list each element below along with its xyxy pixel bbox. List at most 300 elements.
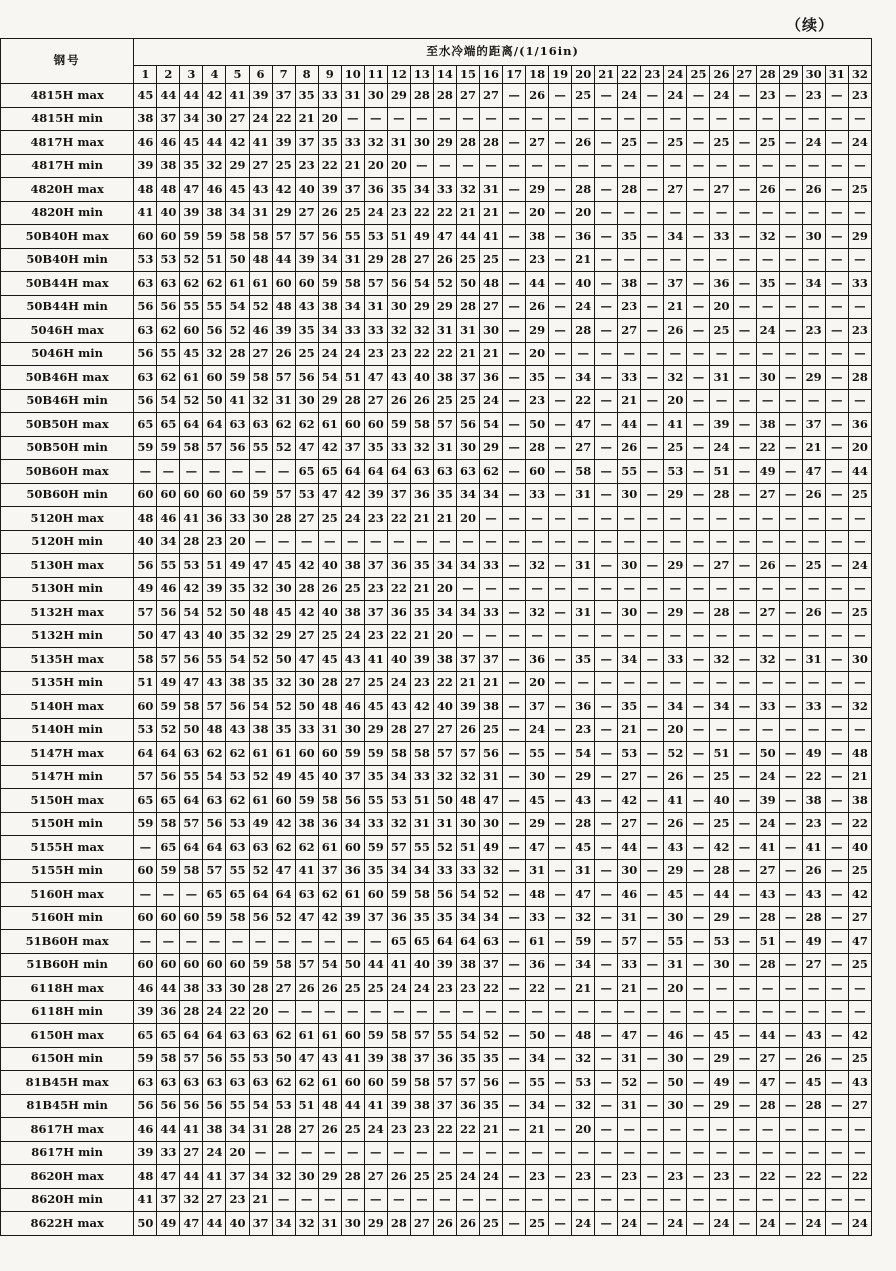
hardness-value-cell: — — [710, 530, 733, 554]
hardness-value-cell: — — [226, 460, 249, 484]
hardness-value-cell: 53 — [249, 1047, 272, 1071]
hardness-value-cell: 36 — [526, 953, 549, 977]
hardness-value-cell: 65 — [157, 413, 180, 437]
hardness-value-cell: 56 — [134, 342, 157, 366]
hardness-value-cell: 57 — [272, 366, 295, 390]
hardness-value-cell: — — [549, 554, 572, 578]
table-row — [1, 107, 872, 131]
hardness-value-cell: — — [710, 154, 733, 178]
hardness-value-cell: 56 — [157, 601, 180, 625]
hardness-value-cell: — — [595, 84, 618, 108]
hardness-value-cell: 58 — [249, 225, 272, 249]
hardness-value-cell: — — [733, 1118, 756, 1142]
hardness-value-cell: — — [341, 107, 364, 131]
hardness-value-cell: 28 — [618, 178, 641, 202]
hardness-value-cell: — — [272, 1000, 295, 1024]
hardness-value-cell: — — [549, 765, 572, 789]
table-row — [1, 671, 872, 695]
column-number: 23 — [641, 66, 664, 84]
hardness-value-cell: — — [618, 507, 641, 531]
hardness-value-cell: 57 — [364, 272, 387, 296]
hardness-value-cell: — — [410, 1188, 433, 1212]
steel-grade-cell: 5155H max — [1, 836, 134, 860]
table-row — [1, 366, 872, 390]
hardness-value-cell: 25 — [802, 554, 825, 578]
hardness-value-cell: 30 — [387, 295, 410, 319]
hardness-value-cell: 22 — [456, 1118, 479, 1142]
column-number: 10 — [341, 66, 364, 84]
hardness-value-cell: 62 — [295, 1071, 318, 1095]
hardness-value-cell: — — [595, 577, 618, 601]
hardness-value-cell: — — [318, 530, 341, 554]
hardness-value-cell: 56 — [134, 1094, 157, 1118]
hardness-value-cell: 47 — [572, 413, 595, 437]
hardness-value-cell: 33 — [618, 366, 641, 390]
hardness-value-cell: 36 — [387, 906, 410, 930]
hardness-value-cell: 55 — [203, 295, 226, 319]
hardness-value-cell: — — [641, 389, 664, 413]
hardenability-table — [0, 38, 872, 1236]
hardness-value-cell: 33 — [756, 695, 779, 719]
hardness-value-cell: — — [526, 1000, 549, 1024]
hardness-value-cell: 33 — [157, 1141, 180, 1165]
hardness-value-cell: 59 — [249, 953, 272, 977]
hardness-value-cell: 50 — [272, 1047, 295, 1071]
hardness-value-cell: — — [549, 859, 572, 883]
hardness-value-cell: — — [595, 1212, 618, 1236]
hardness-value-cell: — — [641, 906, 664, 930]
hardness-value-cell: 60 — [341, 836, 364, 860]
hardness-value-cell: 28 — [387, 248, 410, 272]
hardness-value-cell: — — [456, 530, 479, 554]
hardness-value-cell: 39 — [272, 319, 295, 343]
hardness-value-cell: — — [733, 460, 756, 484]
hardness-value-cell: 46 — [341, 695, 364, 719]
hardness-value-cell: — — [733, 295, 756, 319]
hardness-value-cell: 38 — [295, 812, 318, 836]
hardness-value-cell: 63 — [410, 460, 433, 484]
hardness-value-cell: 31 — [364, 295, 387, 319]
table-row — [1, 812, 872, 836]
hardness-value-cell: 43 — [203, 671, 226, 695]
hardness-value-cell: 35 — [387, 178, 410, 202]
hardness-value-cell: — — [641, 977, 664, 1001]
hardness-value-cell: 46 — [203, 178, 226, 202]
hardness-value-cell: — — [687, 742, 710, 766]
hardness-value-cell: 59 — [387, 1071, 410, 1095]
hardness-value-cell: 33 — [433, 859, 456, 883]
hardness-value-cell: — — [687, 295, 710, 319]
hardness-value-cell: — — [641, 671, 664, 695]
hardness-value-cell: 20 — [572, 201, 595, 225]
hardness-value-cell: 21 — [341, 154, 364, 178]
distance-column-header: 至水冷端的距离/(1/16in) — [134, 39, 872, 66]
hardness-value-cell: — — [157, 883, 180, 907]
hardness-value-cell: — — [733, 248, 756, 272]
hardness-value-cell: 24 — [364, 201, 387, 225]
hardness-value-cell: 65 — [134, 1024, 157, 1048]
hardness-value-cell: 28 — [756, 953, 779, 977]
hardness-value-cell: 35 — [433, 483, 456, 507]
hardness-value-cell: 59 — [203, 225, 226, 249]
hardness-value-cell: 47 — [572, 883, 595, 907]
hardness-value-cell: — — [387, 1141, 410, 1165]
hardness-value-cell: 45 — [664, 883, 687, 907]
hardness-value-cell: — — [572, 342, 595, 366]
hardness-value-cell: 48 — [249, 248, 272, 272]
hardness-value-cell: 65 — [410, 930, 433, 954]
hardness-value-cell: 56 — [134, 554, 157, 578]
hardness-value-cell: 28 — [295, 577, 318, 601]
hardness-value-cell: — — [664, 507, 687, 531]
hardness-value-cell: — — [733, 1188, 756, 1212]
hardness-value-cell: 30 — [802, 225, 825, 249]
hardness-value-cell: 61 — [180, 366, 203, 390]
hardness-value-cell: — — [249, 530, 272, 554]
hardness-value-cell: 61 — [295, 1024, 318, 1048]
hardness-value-cell: 22 — [433, 342, 456, 366]
hardness-value-cell: 47 — [180, 1212, 203, 1236]
hardness-value-cell: — — [779, 789, 802, 813]
hardness-value-cell: 56 — [433, 883, 456, 907]
hardness-value-cell: 57 — [203, 695, 226, 719]
hardness-value-cell: 27 — [433, 718, 456, 742]
hardness-value-cell: 57 — [180, 812, 203, 836]
hardness-value-cell: 39 — [364, 483, 387, 507]
hardness-value-cell: 30 — [848, 648, 871, 672]
hardness-value-cell: 35 — [226, 577, 249, 601]
hardness-value-cell: 23 — [526, 1165, 549, 1189]
hardness-value-cell: 34 — [664, 225, 687, 249]
hardness-value-cell: 30 — [618, 601, 641, 625]
column-number: 14 — [433, 66, 456, 84]
hardness-value-cell: — — [503, 859, 526, 883]
hardness-value-cell: 52 — [203, 601, 226, 625]
steel-grade-cell: 8617H min — [1, 1141, 134, 1165]
hardness-value-cell: 24 — [526, 718, 549, 742]
hardness-value-cell: 59 — [157, 436, 180, 460]
hardness-value-cell: — — [595, 648, 618, 672]
hardness-value-cell: 56 — [180, 1094, 203, 1118]
hardness-value-cell: 30 — [618, 859, 641, 883]
hardness-value-cell: — — [756, 295, 779, 319]
hardness-value-cell: 52 — [433, 272, 456, 296]
hardness-value-cell: 34 — [572, 953, 595, 977]
hardness-value-cell: — — [618, 577, 641, 601]
hardness-value-cell: — — [687, 1165, 710, 1189]
hardness-value-cell: 55 — [410, 836, 433, 860]
hardness-value-cell: — — [595, 483, 618, 507]
hardness-value-cell: 42 — [848, 1024, 871, 1048]
hardness-value-cell: 37 — [480, 648, 503, 672]
hardness-value-cell: — — [410, 107, 433, 131]
hardness-value-cell: — — [848, 577, 871, 601]
hardness-value-cell: 25 — [456, 248, 479, 272]
hardness-value-cell: 29 — [710, 1047, 733, 1071]
steel-grade-cell: 5160H max — [1, 883, 134, 907]
hardness-value-cell: 25 — [848, 953, 871, 977]
hardness-value-cell: — — [595, 248, 618, 272]
hardness-value-cell: — — [572, 530, 595, 554]
hardness-value-cell: — — [134, 460, 157, 484]
hardness-value-cell: 51 — [387, 225, 410, 249]
hardness-value-cell: 26 — [387, 1165, 410, 1189]
hardness-value-cell: 32 — [456, 765, 479, 789]
hardness-value-cell: — — [503, 248, 526, 272]
hardness-value-cell: — — [595, 671, 618, 695]
hardness-value-cell: 20 — [848, 436, 871, 460]
hardness-value-cell: 62 — [272, 1024, 295, 1048]
hardness-value-cell: 30 — [341, 1212, 364, 1236]
hardness-value-cell: 23 — [364, 624, 387, 648]
hardness-value-cell: — — [687, 201, 710, 225]
hardness-value-cell: — — [318, 1141, 341, 1165]
hardness-value-cell: 36 — [572, 225, 595, 249]
hardness-value-cell: 27 — [526, 131, 549, 155]
hardness-value-cell: 49 — [480, 836, 503, 860]
hardness-value-cell: 57 — [295, 953, 318, 977]
hardness-value-cell: 20 — [572, 1118, 595, 1142]
hardness-value-cell: 33 — [410, 765, 433, 789]
hardness-value-cell: — — [733, 1165, 756, 1189]
hardness-value-cell: 58 — [226, 906, 249, 930]
hardness-value-cell: 53 — [157, 248, 180, 272]
hardness-value-cell: 39 — [134, 1141, 157, 1165]
hardness-value-cell: — — [779, 272, 802, 296]
hardness-value-cell: — — [572, 507, 595, 531]
hardness-value-cell: 63 — [249, 1071, 272, 1095]
hardness-value-cell: — — [526, 507, 549, 531]
hardness-value-cell: 41 — [203, 1165, 226, 1189]
hardness-value-cell: — — [572, 624, 595, 648]
hardness-value-cell: — — [641, 1141, 664, 1165]
hardness-value-cell: 56 — [456, 413, 479, 437]
column-number: 17 — [503, 66, 526, 84]
hardness-value-cell: 24 — [618, 1212, 641, 1236]
hardness-value-cell: — — [480, 1000, 503, 1024]
hardness-value-cell: 62 — [272, 1071, 295, 1095]
hardness-value-cell: 22 — [756, 436, 779, 460]
hardness-value-cell: 43 — [341, 648, 364, 672]
hardness-value-cell: — — [549, 1047, 572, 1071]
hardness-value-cell: 48 — [203, 718, 226, 742]
table-row — [1, 859, 872, 883]
hardness-value-cell: 60 — [157, 483, 180, 507]
hardness-value-cell: — — [825, 742, 848, 766]
hardness-value-cell: 29 — [226, 154, 249, 178]
hardness-value-cell: 48 — [134, 507, 157, 531]
hardness-value-cell: 49 — [756, 460, 779, 484]
hardness-value-cell: 29 — [480, 436, 503, 460]
hardness-value-cell: — — [733, 906, 756, 930]
hardness-value-cell: 60 — [157, 906, 180, 930]
hardness-value-cell: — — [641, 742, 664, 766]
hardness-value-cell: 47 — [272, 859, 295, 883]
table-row — [1, 554, 872, 578]
hardness-value-cell: 21 — [295, 107, 318, 131]
hardness-value-cell: — — [825, 1118, 848, 1142]
hardness-value-cell: 32 — [272, 1165, 295, 1189]
hardness-value-cell: — — [595, 1000, 618, 1024]
hardness-value-cell: 28 — [318, 671, 341, 695]
hardness-value-cell: 49 — [410, 225, 433, 249]
hardness-value-cell: 60 — [341, 1071, 364, 1095]
hardness-value-cell: 27 — [203, 1188, 226, 1212]
hardness-value-cell: 33 — [387, 436, 410, 460]
hardness-value-cell: — — [779, 413, 802, 437]
hardness-value-cell: 58 — [226, 225, 249, 249]
hardness-value-cell: — — [733, 366, 756, 390]
hardness-value-cell: — — [618, 342, 641, 366]
hardness-value-cell: 37 — [295, 131, 318, 155]
hardness-value-cell: 25 — [433, 389, 456, 413]
steel-grade-cell: 5130H max — [1, 554, 134, 578]
hardness-value-cell: 47 — [364, 366, 387, 390]
hardness-value-cell: — — [664, 624, 687, 648]
hardness-value-cell: 63 — [226, 1071, 249, 1095]
hardness-value-cell: 25 — [664, 131, 687, 155]
hardness-value-cell: 33 — [295, 718, 318, 742]
hardness-value-cell: 24 — [710, 1212, 733, 1236]
hardness-value-cell: 25 — [848, 1047, 871, 1071]
hardness-value-cell: 27 — [249, 342, 272, 366]
hardness-value-cell: 22 — [387, 507, 410, 531]
hardness-value-cell: 51 — [295, 1094, 318, 1118]
hardness-value-cell: 52 — [249, 295, 272, 319]
hardness-value-cell: — — [825, 131, 848, 155]
hardness-value-cell: — — [733, 977, 756, 1001]
hardness-value-cell: 41 — [387, 953, 410, 977]
hardness-value-cell: 56 — [226, 436, 249, 460]
table-row — [1, 1118, 872, 1142]
hardness-value-cell: — — [825, 201, 848, 225]
hardness-value-cell: 26 — [618, 436, 641, 460]
hardness-value-cell: 60 — [203, 953, 226, 977]
hardness-value-cell: — — [779, 671, 802, 695]
hardness-value-cell: — — [249, 460, 272, 484]
table-row — [1, 413, 872, 437]
hardness-value-cell: 31 — [433, 812, 456, 836]
hardness-value-cell: 59 — [157, 859, 180, 883]
steel-grade-cell: 6150H min — [1, 1047, 134, 1071]
hardness-value-cell: — — [595, 1094, 618, 1118]
hardness-value-cell: 29 — [664, 601, 687, 625]
hardness-value-cell: 62 — [203, 272, 226, 296]
hardness-value-cell: — — [687, 483, 710, 507]
hardness-value-cell: — — [779, 624, 802, 648]
hardness-value-cell: 56 — [249, 906, 272, 930]
hardness-value-cell: — — [595, 225, 618, 249]
hardness-value-cell: 55 — [180, 765, 203, 789]
hardness-value-cell: 44 — [364, 953, 387, 977]
hardness-value-cell: 46 — [134, 1118, 157, 1142]
hardness-value-cell: 50 — [756, 742, 779, 766]
hardness-value-cell: 51 — [203, 248, 226, 272]
hardness-value-cell: 35 — [226, 624, 249, 648]
hardness-value-cell: 47 — [295, 436, 318, 460]
hardness-value-cell: — — [503, 883, 526, 907]
hardness-value-cell: — — [779, 1071, 802, 1095]
hardness-value-cell: — — [825, 319, 848, 343]
hardness-value-cell: 28 — [756, 906, 779, 930]
hardness-value-cell: — — [687, 1024, 710, 1048]
hardness-value-cell: 60 — [272, 789, 295, 813]
hardness-value-cell: — — [549, 460, 572, 484]
hardness-value-cell: — — [503, 1188, 526, 1212]
hardness-value-cell: 29 — [410, 295, 433, 319]
hardness-value-cell: 57 — [433, 742, 456, 766]
hardness-value-cell: — — [825, 1047, 848, 1071]
hardness-value-cell: 24 — [387, 977, 410, 1001]
hardness-value-cell: — — [549, 695, 572, 719]
hardness-value-cell: — — [595, 789, 618, 813]
hardness-value-cell: — — [595, 1071, 618, 1095]
hardness-value-cell: — — [318, 930, 341, 954]
hardness-value-cell: 22 — [848, 1165, 871, 1189]
hardness-value-cell: 33 — [480, 554, 503, 578]
hardness-value-cell: — — [779, 953, 802, 977]
hardness-value-cell: 33 — [664, 648, 687, 672]
hardness-value-cell: — — [549, 836, 572, 860]
hardness-value-cell: 28 — [526, 436, 549, 460]
hardness-value-cell: — — [733, 107, 756, 131]
hardness-value-cell: — — [641, 1118, 664, 1142]
hardness-value-cell: 33 — [456, 859, 479, 883]
hardness-value-cell: — — [134, 836, 157, 860]
hardness-value-cell: 28 — [802, 906, 825, 930]
hardness-value-cell: 40 — [134, 530, 157, 554]
hardness-value-cell: 31 — [572, 859, 595, 883]
column-number: 3 — [180, 66, 203, 84]
table-row — [1, 906, 872, 930]
hardness-value-cell: — — [641, 836, 664, 860]
hardness-value-cell: — — [595, 953, 618, 977]
hardness-value-cell: — — [641, 718, 664, 742]
hardness-value-cell: 41 — [295, 859, 318, 883]
hardness-value-cell: 28 — [180, 1000, 203, 1024]
hardness-value-cell: — — [572, 154, 595, 178]
hardness-value-cell: — — [802, 342, 825, 366]
hardness-value-cell: — — [503, 930, 526, 954]
hardness-value-cell: — — [410, 1141, 433, 1165]
hardness-value-cell: — — [480, 577, 503, 601]
hardness-value-cell: 64 — [364, 460, 387, 484]
hardness-value-cell: — — [825, 812, 848, 836]
hardness-value-cell: 61 — [272, 742, 295, 766]
hardness-value-cell: 63 — [433, 460, 456, 484]
hardness-value-cell: 38 — [433, 648, 456, 672]
hardness-value-cell: — — [272, 930, 295, 954]
hardness-value-cell: — — [503, 436, 526, 460]
column-number: 30 — [802, 66, 825, 84]
hardness-value-cell: 60 — [134, 906, 157, 930]
grade-column-header: 钢号 — [1, 39, 134, 84]
hardness-value-cell: — — [641, 624, 664, 648]
hardness-value-cell: 52 — [249, 765, 272, 789]
hardness-value-cell: 41 — [664, 789, 687, 813]
steel-grade-cell: 5130H min — [1, 577, 134, 601]
hardness-value-cell: 62 — [318, 883, 341, 907]
hardness-value-cell: 50 — [526, 1024, 549, 1048]
hardness-value-cell: 62 — [226, 742, 249, 766]
hardness-value-cell: — — [503, 295, 526, 319]
hardness-value-cell: 37 — [364, 554, 387, 578]
hardness-value-cell: — — [595, 1141, 618, 1165]
hardness-value-cell: 27 — [249, 154, 272, 178]
hardness-value-cell: 36 — [710, 272, 733, 296]
hardness-value-cell: — — [503, 131, 526, 155]
hardness-value-cell: 62 — [272, 836, 295, 860]
